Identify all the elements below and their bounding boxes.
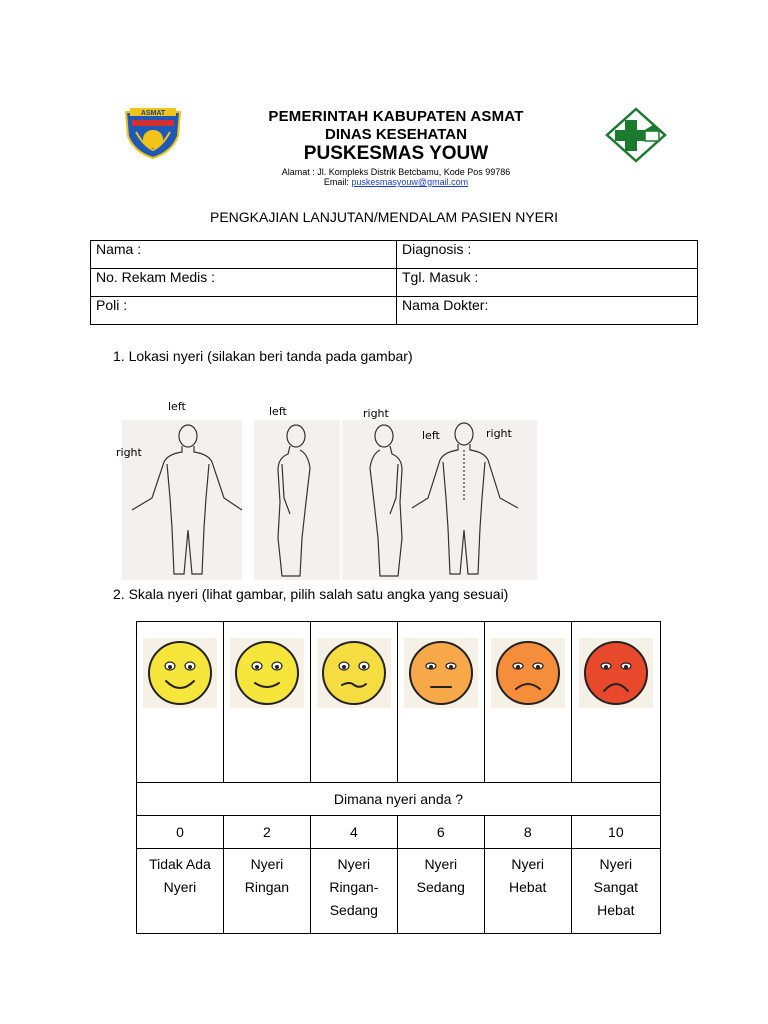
- pain-description-line: Tidak Ada: [149, 856, 211, 872]
- pain-description-line: Nyeri: [337, 856, 371, 872]
- pain-score-2[interactable]: 2: [223, 816, 310, 849]
- label-back-right: right: [486, 427, 512, 440]
- pain-face-icon: [143, 638, 217, 708]
- pain-face-icon: [579, 638, 653, 708]
- pain-face-cell[interactable]: [397, 622, 484, 783]
- pain-description-line: Nyeri: [511, 856, 545, 872]
- pain-description-line: Sangat: [593, 879, 639, 895]
- header-email-line: [200, 177, 592, 187]
- form-title: PENGKAJIAN LANJUTAN/MENDALAM PASIEN NYERI: [210, 209, 558, 225]
- body-location-diagram[interactable]: [112, 398, 542, 588]
- header-line1: PEMERINTAH KABUPATEN ASMAT: [268, 108, 524, 125]
- field-diagnosis[interactable]: Diagnosis :: [397, 241, 698, 269]
- pain-score-0[interactable]: 0: [137, 816, 224, 849]
- field-tgl-masuk[interactable]: Tgl. Masuk :: [397, 269, 698, 297]
- pain-description-line: Ringan: [244, 879, 290, 895]
- label-front-left: left: [168, 400, 186, 413]
- pain-face-icon: [491, 638, 565, 708]
- pain-score-8[interactable]: 8: [484, 816, 571, 849]
- email-link[interactable]: puskesmasyouw@gmail.com: [351, 177, 469, 187]
- pain-description-line: Hebat: [509, 879, 547, 895]
- pain-description: [397, 849, 484, 934]
- logo-text: ASMAT: [140, 110, 166, 117]
- pain-face-icon: [317, 638, 391, 708]
- pain-scale-table: [136, 621, 661, 934]
- label-back-left: left: [422, 429, 440, 442]
- pain-face-cell[interactable]: [310, 622, 397, 783]
- pain-description: [223, 849, 310, 934]
- item-1-label: 1. Lokasi nyeri (silakan beri tanda pada gambar): [113, 348, 413, 364]
- field-rekam-medis[interactable]: No. Rekam Medis :: [91, 269, 397, 297]
- item-2-label: 2. Skala nyeri (lihat gambar, pilih salah satu angka yang sesuai): [113, 586, 509, 602]
- pain-face-cell[interactable]: [137, 622, 224, 783]
- pain-description: [137, 849, 224, 934]
- pain-score-6[interactable]: 6: [397, 816, 484, 849]
- pain-question: Dimana nyeri anda ?: [137, 783, 661, 816]
- pain-face-cell[interactable]: [484, 622, 571, 783]
- header-address: Alamat : Jl. Kompleks Distrik Betcbamu, Kode Pos 99786: [281, 167, 511, 177]
- pain-description-line: Nyeri: [250, 856, 284, 872]
- pain-description-line: Nyeri: [599, 856, 633, 872]
- puskesmas-logo: [605, 107, 667, 163]
- pain-description-line: Sedang: [329, 902, 378, 918]
- header-line2: DINAS KESEHATAN: [325, 126, 467, 143]
- label-front-right: right: [116, 446, 142, 459]
- pain-description-line: Hebat: [597, 902, 635, 918]
- pain-score-4[interactable]: 4: [310, 816, 397, 849]
- field-nama-dokter[interactable]: Nama Dokter:: [397, 297, 698, 325]
- label-side-left: left: [269, 405, 287, 418]
- pain-description: [484, 849, 571, 934]
- pain-description-line: Sedang: [416, 879, 465, 895]
- label-side-right: right: [363, 407, 389, 420]
- email-label: Email:: [323, 177, 352, 187]
- district-logo: [122, 106, 184, 160]
- pain-face-icon: [404, 638, 478, 708]
- pain-description-line: Ringan-: [329, 879, 379, 895]
- field-nama[interactable]: Nama :: [91, 241, 397, 269]
- pain-face-cell[interactable]: [223, 622, 310, 783]
- header-line3: PUSKESMAS YOUW: [303, 143, 489, 164]
- pain-description-line: Nyeri: [424, 856, 458, 872]
- pain-description: [310, 849, 397, 934]
- field-poli[interactable]: Poli :: [91, 297, 397, 325]
- pain-description-line: Nyeri: [163, 879, 197, 895]
- pain-face-cell[interactable]: [571, 622, 660, 783]
- patient-info-table: [90, 240, 698, 325]
- pain-face-icon: [230, 638, 304, 708]
- pain-description: [571, 849, 660, 934]
- pain-score-10[interactable]: 10: [571, 816, 660, 849]
